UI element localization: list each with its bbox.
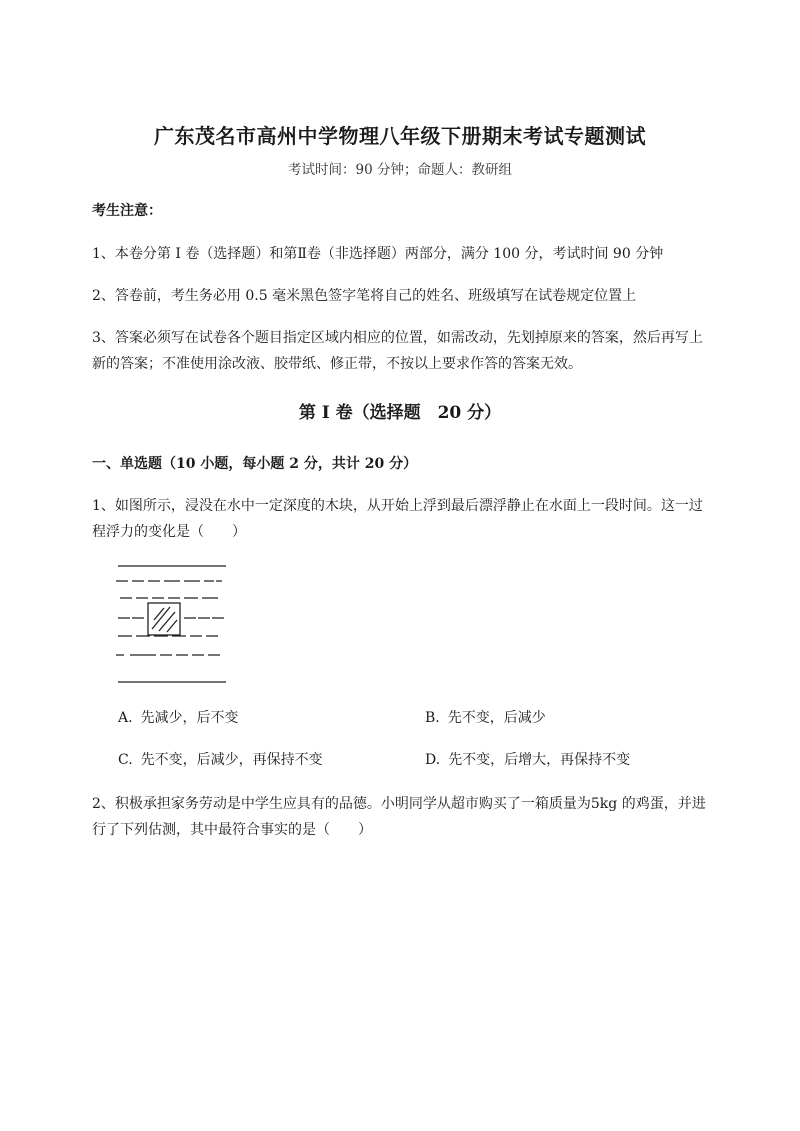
question-2-text: 2、积极承担家务劳动是中学生应具有的品德。小明同学从超市购买了一箱质量为5kg 的鸡蛋，并进行了下列估测，其中最符合事实的是（ ）	[92, 796, 706, 838]
option-text: 先不变，后减少	[447, 710, 546, 726]
option-text: 先不变，后减少，再保持不变	[140, 752, 323, 768]
notice-item-3: 3、答案必须写在试卷各个题目指定区域内相应的位置，如需改动，先划掉原来的答案，然后再写上新的答案；不准使用涂改液、胶带纸、修正带，不按以上要求作答的答案无效。	[92, 330, 703, 372]
option-c[interactable]	[118, 749, 323, 769]
option-d[interactable]	[425, 749, 630, 769]
page-subtitle: 考试时间：90 分钟；命题人：教研组	[288, 162, 512, 178]
option-text: 先不变，后增大，再保持不变	[448, 752, 631, 768]
question-1-text: 1、如图所示，浸没在水中一定深度的木块，从开始上浮到最后漂浮静止在水面上一段时间。这一过程浮力的变化是（ ）	[92, 498, 703, 540]
option-b[interactable]	[425, 707, 546, 727]
option-letter: A.	[118, 710, 133, 726]
wooden-block	[148, 603, 180, 635]
notice-item-2: 2、答卷前，考生务必用 0.5 毫米黑色签字笔将自己的姓名、班级填写在试卷规定位置上	[92, 288, 637, 304]
notice-item-1: 1、本卷分第 I 卷（选择题）和第Ⅱ卷（非选择题）两部分，满分 100 分，考试时间 90 分钟	[92, 246, 664, 262]
block-hatching	[152, 607, 177, 632]
page-title: 广东茂名市高州中学物理八年级下册期末考试专题测试	[154, 124, 646, 148]
option-letter: D.	[425, 752, 441, 768]
option-a[interactable]	[118, 707, 239, 727]
question-group-heading: 一、单选题（10 小题，每小题 2 分，共计 20 分）	[92, 456, 418, 472]
option-text: 先减少，后不变	[140, 710, 239, 726]
option-letter: C.	[118, 752, 133, 768]
question-1-figure	[112, 560, 232, 690]
option-letter: B.	[425, 710, 440, 726]
notice-heading: 考生注意：	[92, 203, 162, 219]
section-title: 第 I 卷（选择题 20 分）	[298, 403, 502, 423]
